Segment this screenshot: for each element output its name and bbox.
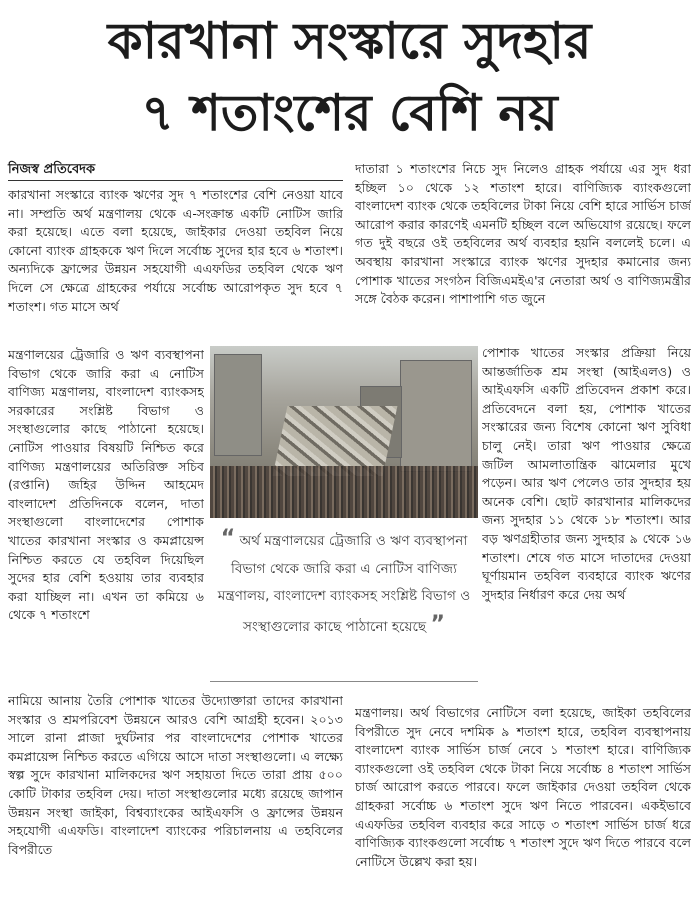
pull-quote-divider (210, 681, 478, 682)
headline-line-1: কারখানা সংস্কারে সুদহার (107, 12, 592, 70)
body-right-top: দাতারা ১ শতাংশের নিচে সুদ নিলেও গ্রাহক পর্যায়ে এর সুদ ধরা হচ্ছিল ১০ থেকে ১২ শতাংশ হারে। বাণিজ্যিক ব্যাংকগুলো বাংলাদেশ ব্যাংক থেকে তহবিলের টাকা নিয়ে বেশি হারে সার্ভিস চার্জ আরোপ করার কারণেই এমনটি হচ্ছিল বলে অভিযোগ রয়েছে। ফলে গত দুই বছরে ওই তহবিলের অর্থ ব্যবহার হয়নি বললেই চলে। এ অবস্থায় কারখানা সংস্কারে ব্যাংক ঋণের সুদহার কমানোর জন্য পোশাক খাতের সংগঠন বিজিএমইএ'র নেতারা অর্থ ও বাণিজ্যমন্ত্রীর সঙ্গে বৈঠক করেন। পাশাপাশি গত জুনে (355, 161, 691, 307)
pull-quote-text: অর্থ মন্ত্রণালয়ের ট্রেজারি ও ঋণ ব্যবস্থাপনা বিভাগ থেকে জারি করা এ নোটিস বাণিজ্য মন্ত্রণালয়, বাংলাদেশ ব্যাংকসহ সংশ্লিষ্ট বিভাগ ও সংস্থাগুলোর কাছে পাঠানো হয়েছে (217, 533, 471, 635)
headline-line-2: ৭ শতাংশের বেশি নয় (141, 84, 558, 142)
body-left-mid: মন্ত্রণালয়ের ট্রেজারি ও ঋণ ব্যবস্থাপনা বিভাগ থেকে জারি করা এ নোটিস বাণিজ্য মন্ত্রণালয়, বাংলাদেশ ব্যাংকসহ সরকারের সংশ্লিষ্ট বিভাগ ও সংস্থাগুলোর কাছে পাঠানো হয়েছে। নোটিস পাওয়ার বিষয়টি নিশ্চিত করে বাণিজ্য মন্ত্রণালয়ের অতিরিক্ত সচিব (রপ্তানি) জহির উদ্দিন আহমেদ বাংলাদেশ প্রতিদিনকে বলেন, দাতা সংস্থাগুলো বাংলাদেশের পোশাক খাতের কারখানা সংস্কার ও কমপ্লায়েন্স নিশ্চিত করতে যে তহবিল দিয়েছিল সুদের হার বেশি হওয়ায় তার ব্যবহার করা যাচ্ছিল না। এখন তা কমিয়ে ৬ থেকে ৭ শতাংশে (8, 347, 204, 623)
body-left-bottom: নামিয়ে আনায় তৈরি পোশাক খাতের উদ্যোক্তারা তাদের কারখানা সংস্কার ও শ্রমপরিবেশ উন্নয়নে আরও বেশি আগ্রহী হবেন। ২০১৩ সালে রানা প্লাজা দুর্ঘটনার পর বাংলাদেশের পোশাক খাতের কমপ্লায়েন্স নিশ্চিত করতে এগিয়ে আসে দাতা সংস্থাগুলো। এ লক্ষ্যে স্বল্প সুদে কারখানা মালিকদের ঋণ সহায়তা দিতে তারা প্রায় ৫০০ কোটি টাকার তহবিল দেয়। দাতা সংস্থাগুলোর মধ্যে রয়েছে জাপান উন্নয়ন সংস্থা জাইকা, বিশ্বব্যাংকের আইএফসি ও ফ্রান্সের উন্নয়ন সহযোগী এএফডি। বাংলাদেশ ব্যাংকের পরিচালনায় এ তহবিলের বিপরীতে (8, 693, 343, 857)
body-left-top: কারখানা সংস্কারে ব্যাংক ঋণের সুদ ৭ শতাংশের বেশি নেওয়া যাবে না। সম্প্রতি অর্থ মন্ত্রণালয় থেকে এ-সংক্রান্ত একটি নোটিস জারি করা হয়েছে। এতে বলা হয়েছে, জাইকার দেওয়া তহবিল নিয়ে কোনো ব্যাংক গ্রাহককে ঋণ দিলে সর্বোচ্চ সুদের হার হবে ৬ শতাংশ। অন্যদিকে ফ্রান্সের উন্নয়ন সহযোগী এএফডির তহবিল থেকে ঋণ দিলে সে ক্ষেত্রে গ্রাহকের পর্যায়ে সর্বোচ্চ আরোপকৃত সুদ হবে ৭ শতাংশ। গত মাসে অর্থ (8, 187, 343, 314)
pull-quote (210, 525, 478, 677)
body-right-mid: পোশাক খাতের সংস্কার প্রক্রিয়া নিয়ে আন্তর্জাতিক শ্রম সংস্থা (আইএলও) ও আইএফসি একটি প্রতিবেদন প্রকাশ করে। প্রতিবেদনে বলা হয়, পোশাক খাতের সংস্কারের জন্য বিশেষ কোনো ঋণ সুবিধা চালু নেই। তারা ঋণ পাওয়ার ক্ষেত্রে জটিল আমলাতান্ত্রিক ঝামেলার মুখে পড়েন। আর ঋণ পেলেও তার সুদহার হয় অনেক বেশি। ছোট কারখানার মালিকদের জন্য সুদহার ১১ থেকে ১৮ শতাংশ। আর বড় ঋণগ্রহীতার জন্য সুদহার ৯ থেকে ১৬ শতাংশ। শেষে গত মাসে দাতাদের দেওয়া ঘূর্ণায়মান তহবিল ব্যবহারে ব্যাংক ঋণের সুদহার নির্ধারণ করে দেয় অর্থ (482, 345, 691, 602)
body-right-bottom: মন্ত্রণালয়। অর্থ বিভাগের নোটিসে বলা হয়েছে, জাইকা তহবিলের বিপরীতে সুদ নেবে দশমিক ৯ শতাংশ হারে, তহবিল ব্যবস্থাপনায় বাংলাদেশ ব্যাংক সার্ভিস চার্জ নেবে ১ শতাংশ হারে। বাণিজ্যিক ব্যাংকগুলো ওই তহবিল থেকে টাকা নিয়ে সর্বোচ্চ ৪ শতাংশ সার্ভিস চার্জ আরোপ করতে পারবে। ফলে জাইকার দেওয়া তহবিল থেকে গ্রাহকরা সর্বোচ্চ ৬ শতাংশ সুদে ঋণ নিতে পারবেন। একইভাবে এএফডির তহবিল ব্যবহার করে সাড়ে ৩ শতাংশ সার্ভিস চার্জ ধরে বাণিজ্যিক ব্যাংকগুলো সর্বোচ্চ ৭ শতাংশ সুদে ঋণ দিতে পারবে বলে নোটিসে উল্লেখ করা হয়। (355, 705, 691, 869)
close-quote-mark: ” (430, 611, 445, 637)
open-quote-mark: “ (220, 526, 236, 551)
byline: নিজস্ব প্রতিবেদক (8, 162, 96, 177)
collapsed-building-photo (210, 346, 478, 518)
byline-divider (8, 180, 343, 181)
